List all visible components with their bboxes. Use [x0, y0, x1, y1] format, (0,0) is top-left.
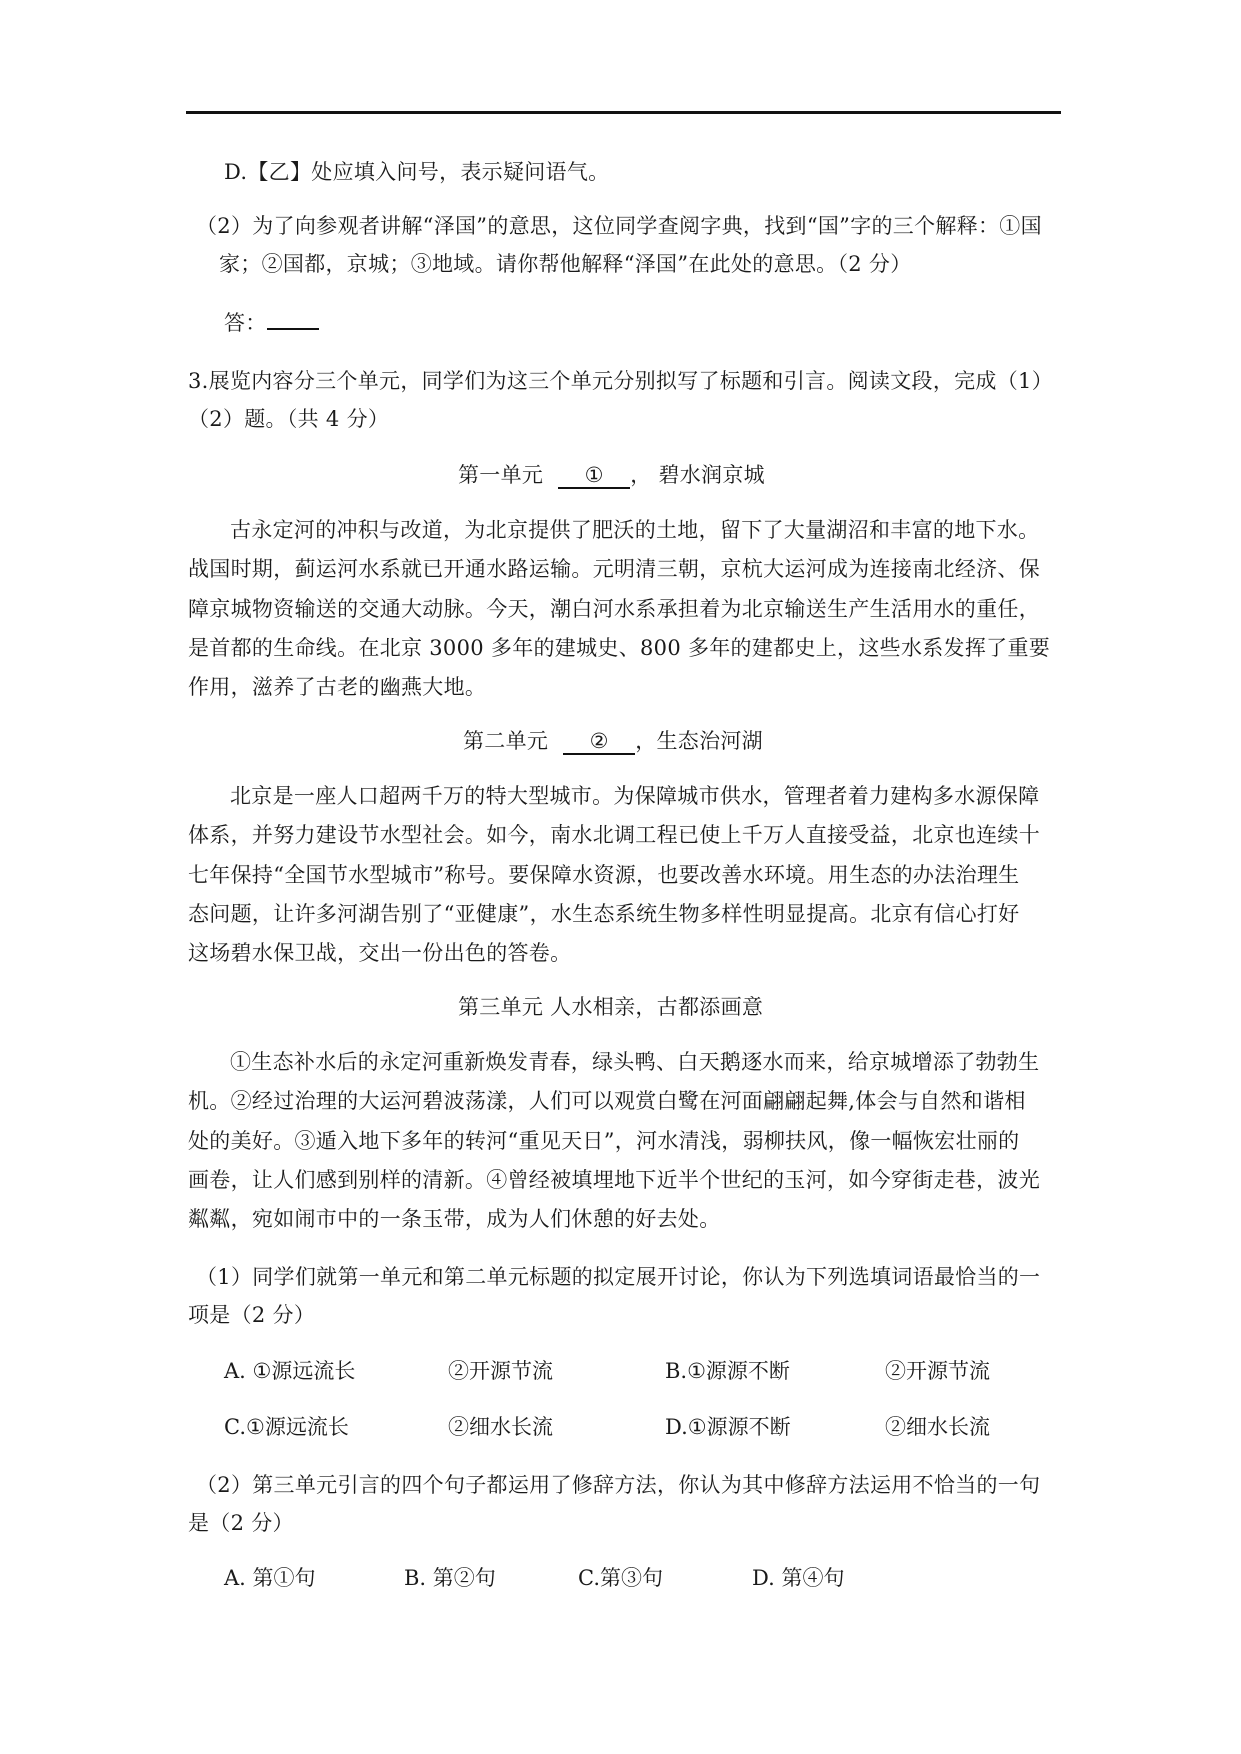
sub1-line2: 项是（2 分）: [188, 1303, 316, 1327]
unit1-para-2: 战国时期，蓟运河水系就已开通水路运输。元明清三朝，京杭大运河成为连接南北经济、保: [188, 557, 1040, 581]
unit2-para-3: 七年保持“全国节水型城市”称号。要保障水资源，也要改善水环境。用生态的办法治理生: [188, 863, 1020, 887]
unit2-prefix: 第二单元: [463, 729, 549, 753]
sub2-line2: 是（2 分）: [188, 1511, 294, 1535]
q2-sub2-line1: （2）为了向参观者讲解“泽国”的意思，这位同学查阅字典，找到“国”字的三个解释：①国: [196, 214, 1042, 238]
sub1-option-b[interactable]: B.①源源不断: [665, 1359, 790, 1383]
unit2-para-1: 北京是一座人口超两千万的特大型城市。为保障城市供水，管理者着力建构多水源保障: [230, 784, 1040, 808]
unit1-title: [458, 460, 765, 490]
unit3-para-2: 机。②经过治理的大运河碧波荡漾，人们可以观赏白鹭在河面翩翩起舞,体会与自然和谐相: [188, 1089, 1026, 1113]
unit1-suffix: ， 碧水润京城: [630, 463, 765, 487]
answer-label: 答：: [224, 311, 267, 335]
sub1-option-c[interactable]: C.①源远流长: [224, 1415, 349, 1439]
unit2-blank: ②: [563, 729, 635, 755]
q3-line1: 3.展览内容分三个单元，同学们为这三个单元分别拟写了标题和引言。阅读文段，完成（1）: [188, 369, 1053, 393]
unit3-para-1: ①生态补水后的永定河重新焕发青春，绿头鸭、白天鹅逐水而来，给京城增添了勃勃生: [230, 1050, 1040, 1074]
unit2-para-5: 这场碧水保卫战，交出一份出色的答卷。: [188, 941, 572, 965]
unit1-para-4: 是首都的生命线。在北京 3000 多年的建城史、800 多年的建都史上，这些水系发挥了重要: [188, 636, 1051, 660]
unit2-para-2: 体系，并努力建设节水型社会。如今，南水北调工程已使上千万人直接受益，北京也连续十: [188, 823, 1040, 847]
sub2-option-b[interactable]: B. 第②句: [404, 1566, 496, 1590]
unit3-para-4: 画卷，让人们感到别样的清新。④曾经被填埋地下近半个世纪的玉河，如今穿街走巷，波光: [188, 1168, 1040, 1192]
sub1-option-d[interactable]: D.①源源不断: [665, 1415, 791, 1439]
unit1-para-5: 作用，滋养了古老的幽燕大地。: [188, 675, 487, 699]
unit2-para-4: 态问题，让许多河湖告别了“亚健康”，水生态系统生物多样性明显提高。北京有信心打好: [188, 902, 1020, 926]
unit3-para-5: 粼粼，宛如闹市中的一条玉带，成为人们休憩的好去处。: [188, 1207, 721, 1231]
sub1-option-a[interactable]: A. ①源远流长: [224, 1359, 356, 1383]
sub2-line1: （2）第三单元引言的四个句子都运用了修辞方法，你认为其中修辞方法运用不恰当的一句: [196, 1473, 1041, 1497]
unit3-title: 第三单元 人水相亲，古都添画意: [458, 995, 764, 1019]
sub1-option-a-second: ②开源节流: [448, 1359, 553, 1383]
answer-blank[interactable]: [267, 328, 319, 330]
sub1-option-c-second: ②细水长流: [448, 1415, 553, 1439]
unit1-para-1: 古永定河的冲积与改道，为北京提供了肥沃的土地，留下了大量湖沼和丰富的地下水。: [230, 518, 1040, 542]
header-rule: [186, 111, 1061, 114]
unit1-blank: ①: [558, 463, 630, 489]
sub2-option-d[interactable]: D. 第④句: [752, 1566, 845, 1590]
unit2-title: [463, 726, 763, 756]
unit1-prefix: 第一单元: [458, 463, 544, 487]
q2-sub2-line2: 家；②国都，京城；③地域。请你帮他解释“泽国”在此处的意思。（2 分）: [219, 252, 912, 276]
sub2-option-a[interactable]: A. 第①句: [224, 1566, 316, 1590]
answer-line: [224, 308, 319, 338]
unit3-para-3: 处的美好。③遁入地下多年的转河“重见天日”，河水清浅，弱柳扶风，像一幅恢宏壮丽的: [188, 1129, 1020, 1153]
sub1-option-b-second: ②开源节流: [885, 1359, 990, 1383]
sub1-option-d-second: ②细水长流: [885, 1415, 990, 1439]
unit2-suffix: ，生态治河湖: [635, 729, 763, 753]
q3-line2: （2）题。（共 4 分）: [188, 407, 390, 431]
q2-option-d: D.【乙】处应填入问号，表示疑问语气。: [224, 160, 610, 184]
sub1-line1: （1）同学们就第一单元和第二单元标题的拟定展开讨论，你认为下列选填词语最恰当的一: [196, 1265, 1041, 1289]
sub2-option-c[interactable]: C.第③句: [578, 1566, 663, 1590]
unit1-para-3: 障京城物资输送的交通大动脉。今天，潮白河水系承担着为北京输送生产生活用水的重任，: [188, 597, 1040, 621]
